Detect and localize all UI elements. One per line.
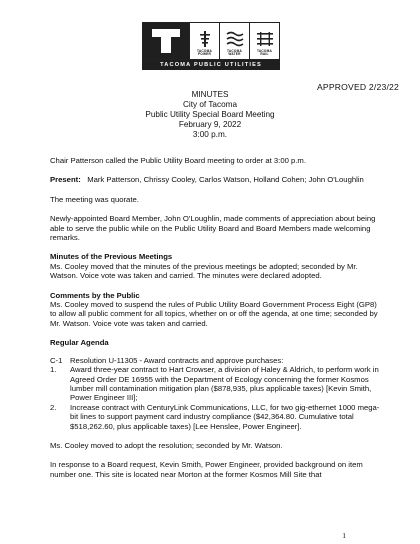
regular-agenda-heading: Regular Agenda [50, 338, 109, 348]
present-label: Present: [50, 175, 81, 185]
power-icon [198, 30, 212, 48]
tacoma-t-icon [143, 23, 189, 59]
logo-bar-text: TACOMA PUBLIC UTILITIES [142, 60, 280, 70]
comments-text: Ms. Cooley moved to suspend the rules of Public Utility Board Government Process Eight (GP8) to allow all public comment for all topics, whether on or off the agenda, at one time; seconded by Mr. Watson. Voice vote was taken and carried. [50, 300, 378, 328]
minutes-heading: Minutes of the Previous Meetings [50, 252, 173, 262]
list-item: 2. Increase contract with CenturyLink Communications, LLC, for two gig-ethernet 1000 mega-bit lines to support payment card industry compliance ($42,364.80. Cumulative total $518,262.60, plus applicable taxes) [Lee Henslee, Power Engineer]. [50, 402, 380, 431]
present-names: Mark Patterson, Chrissy Cooley, Carlos Watson, Holland Cohen; John O'Loughlin [87, 175, 364, 185]
power-label: TACOMA POWER [197, 48, 212, 57]
page-number: 1 [342, 531, 346, 540]
cooley-moved-text: Ms. Cooley moved to adopt the resolution; seconded by Mr. Watson. [50, 440, 283, 450]
approved-stamp: APPROVED 2/23/22 [316, 82, 399, 92]
present-paragraph [50, 175, 380, 184]
tacoma-public-utilities-logo [142, 22, 280, 70]
comments-heading: Comments by the Public [50, 290, 140, 300]
newly-appointed-text: Newly-appointed Board Member, John O'Loughlin, made comments of appreciation about being able to serve the public while on the Public Utility Board and Board Members made welcoming remarks. [50, 214, 376, 243]
rail-track-icon [256, 30, 274, 48]
logo-panel [142, 22, 280, 60]
meeting-date: February 9, 2022 [178, 120, 242, 129]
resolution-line [50, 356, 380, 365]
city-name: City of Tacoma [183, 100, 237, 109]
board-request-text: In response to a Board request, Kevin Smith, Power Engineer, provided background on item number one. This site is located near Morton at the former Kosmos Mill Site that [50, 460, 363, 479]
water-label: TACOMA WATER [227, 48, 242, 57]
meeting-name: Public Utility Special Board Meeting [145, 110, 275, 119]
resolution-key: C-1 [50, 355, 63, 365]
meeting-time: 3:00 p.m. [192, 130, 228, 139]
tacoma-rail-mark [249, 23, 279, 59]
tacoma-power-mark [189, 23, 219, 59]
call-to-order: Chair Patterson called the Public Utility Board meeting to order at 3:00 p.m. [50, 156, 306, 165]
minutes-body [50, 156, 380, 489]
quorate-text: The meeting was quorate. [50, 194, 139, 204]
list-item: 1. Award three-year contract to Hart Crowser, a division of Haley & Aldrich, to perform work in Agreed Order DE 16955 with the Department of Ecology concerning the former Kosmos lumber mill contamination mitigation plan ($878,935, plus applicable taxes) [Kevin Smith, Power Engineer III]; [50, 365, 379, 403]
tacoma-water-mark [219, 23, 249, 59]
water-wave-icon [226, 30, 244, 48]
rail-label: TACOMA RAIL [257, 48, 272, 57]
resolution-title: Resolution U-11305 - Award contracts and approve purchases: [70, 355, 284, 365]
minutes-title: MINUTES [191, 90, 229, 99]
minutes-text: Ms. Cooley moved that the minutes of the previous meetings be adopted; seconded by Mr. Watson. Voice vote was taken and carried. The minutes were declared adopted. [50, 261, 358, 281]
